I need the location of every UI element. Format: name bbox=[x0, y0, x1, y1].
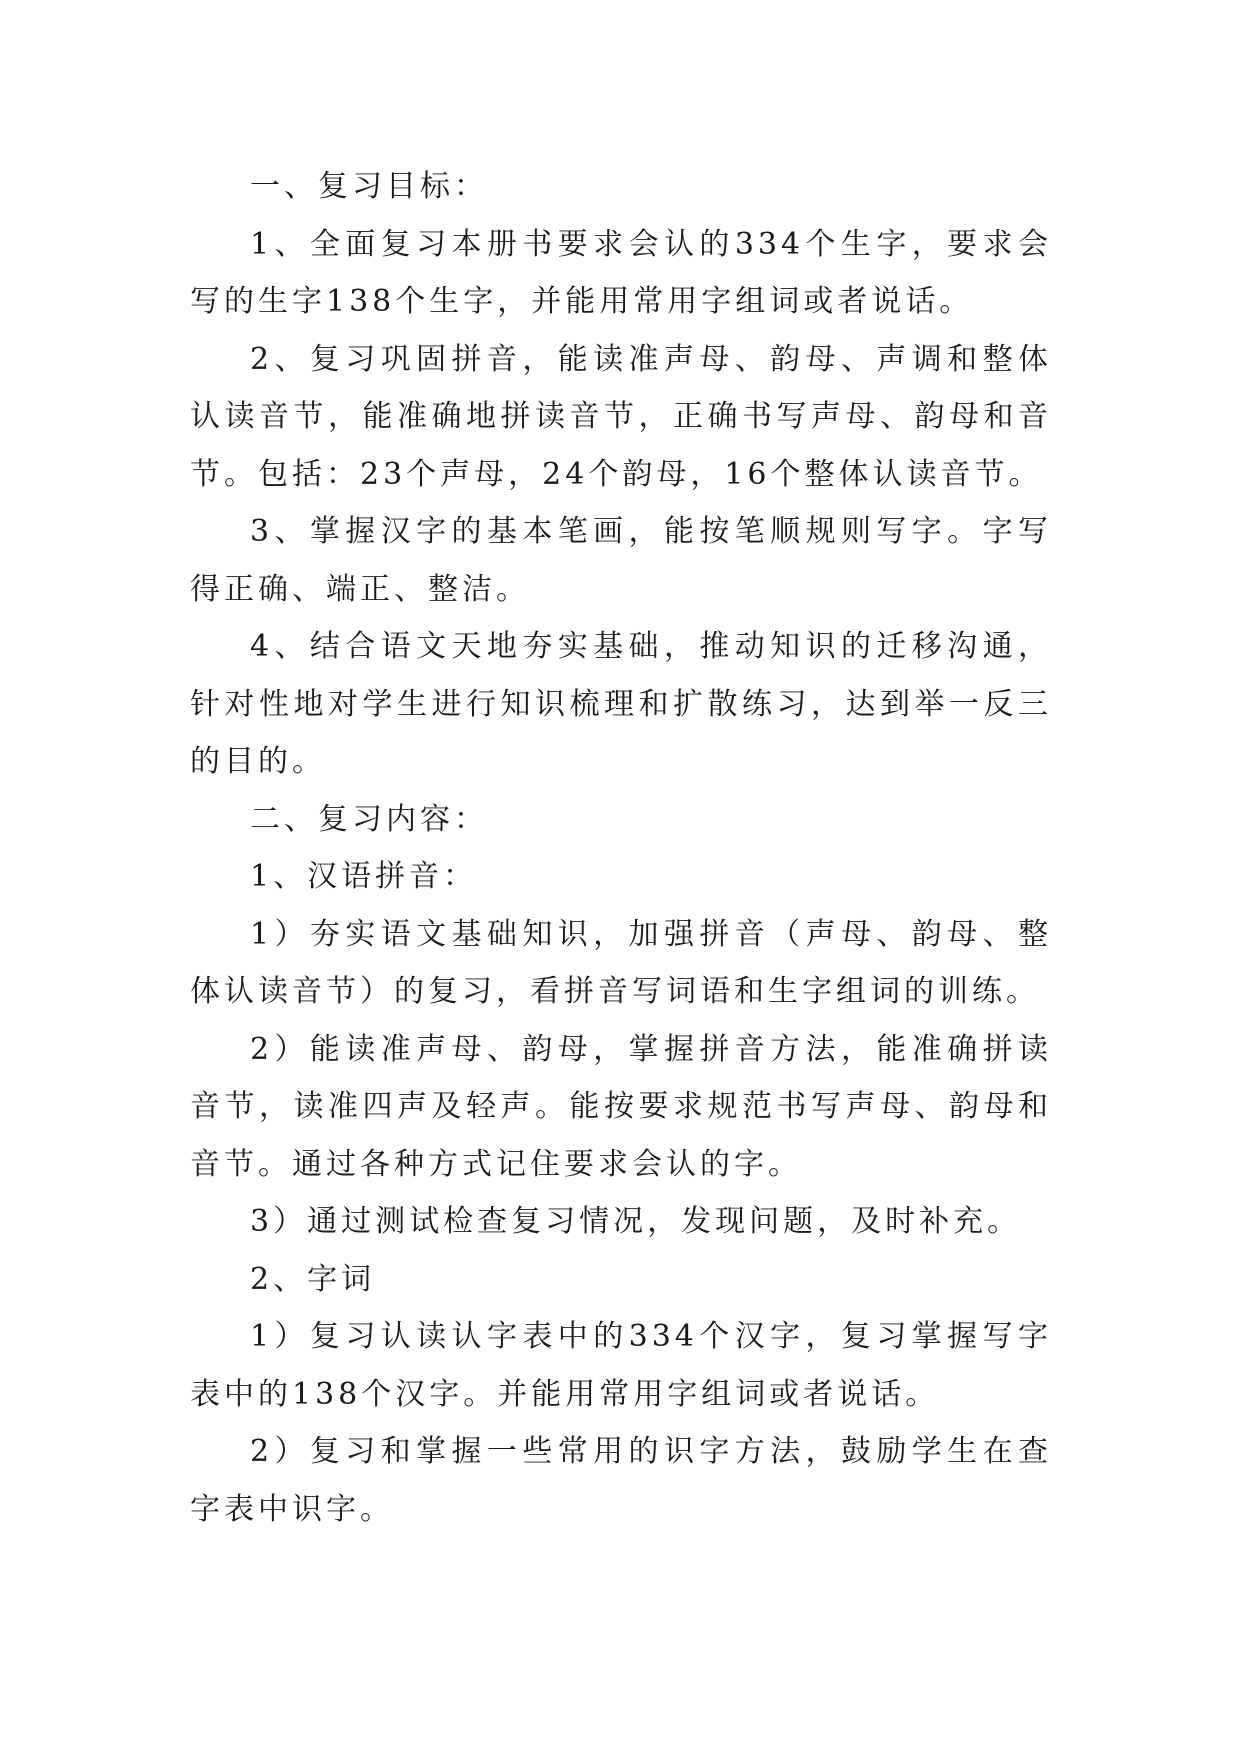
paragraph: 2）复习和掌握一些常用的识字方法，鼓励学生在查字表中识字。 bbox=[190, 1434, 1052, 1527]
subheading-characters: 2、字词 bbox=[250, 1261, 376, 1297]
paragraph: 2）能读准声母、韵母，掌握拼音方法，能准确拼读音节，读准四声及轻声。能按要求规范书写声母、韵母和音节。通过各种方式记住要求会认的字。 bbox=[190, 1031, 1052, 1182]
paragraph: 1、全面复习本册书要求会认的334个生字，要求会写的生字138个生字，并能用常用字组词或者说话。 bbox=[190, 226, 1052, 319]
paragraph: 1）夯实语文基础知识，加强拼音（声母、韵母、整体认读音节）的复习，看拼音写词语和生字组词的训练。 bbox=[190, 916, 1052, 1009]
paragraph: 4、结合语文天地夯实基础，推动知识的迁移沟通，针对性地对学生进行知识梳理和扩散练习，达到举一反三的目的。 bbox=[190, 629, 1052, 779]
paragraph: 1）复习认读认字表中的334个汉字，复习掌握写字表中的138个汉字。并能用常用字组词或者说话。 bbox=[190, 1319, 1052, 1412]
paragraph: 2、复习巩固拼音，能读准声母、韵母、声调和整体认读音节，能准确地拼读音节，正确书写声母、韵母和音节。包括：23个声母，24个韵母，16个整体认读音节。 bbox=[190, 341, 1052, 492]
section-heading-review-goals: 一、复习目标： bbox=[250, 169, 488, 204]
paragraph: 3、掌握汉字的基本笔画，能按笔顺规则写字。字写得正确、端正、整洁。 bbox=[190, 514, 1052, 607]
subheading-pinyin: 1、汉语拼音： bbox=[250, 859, 478, 894]
document-body bbox=[190, 158, 1052, 1538]
paragraph: 3）通过测试检查复习情况，发现问题，及时补充。 bbox=[250, 1204, 1022, 1239]
section-heading-review-content: 二、复习内容： bbox=[250, 801, 488, 837]
